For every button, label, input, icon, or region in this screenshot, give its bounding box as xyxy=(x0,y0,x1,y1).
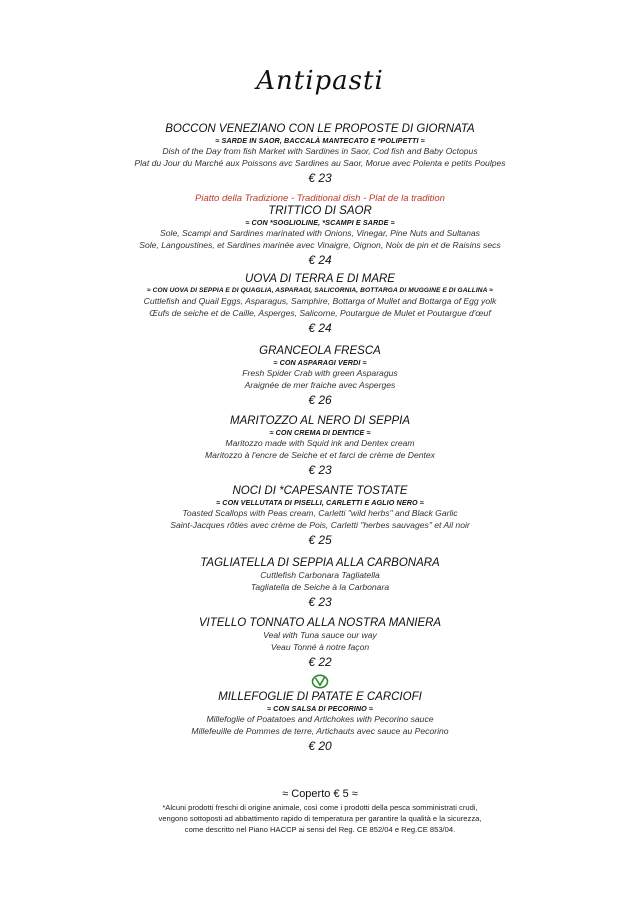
dish-description-fr: Maritozzo à l'encre de Seiche et et farci de crème de Dentex xyxy=(205,449,435,460)
haccp-note-line: vengono sottoposti ad abbattimento rapido di temperatura per garantire la qualità e la sicurezza, xyxy=(158,814,482,823)
dish-price: € 22 xyxy=(308,655,332,669)
dish-price: € 24 xyxy=(308,321,332,335)
dish-subtitle: ≈ CON *SOGLIOLINE, *SCAMPI E SARDE ≈ xyxy=(245,218,395,227)
dish-item xyxy=(20,414,620,479)
dish-subtitle: ≈ CON SALSA DI PECORINO ≈ xyxy=(267,704,373,713)
dish-subtitle: ≈ CON CREMA DI DENTICE ≈ xyxy=(269,428,371,437)
dish-price: € 24 xyxy=(308,253,332,267)
dish-name: TRITTICO DI SAOR xyxy=(268,205,372,217)
dish-description-en: Dish of the Day from fish Market with Sardines in Saor, Cod fish and Baby Octopus xyxy=(162,146,478,156)
dish-description-fr: Millefeuille de Pommes de terre, Artichauts avec sauce au Pecorino xyxy=(191,725,449,736)
dish-item xyxy=(20,556,620,611)
dish-description-en: Maritozzo made with Squid ink and Dentex cream xyxy=(225,438,415,448)
dish-description-en: Toasted Scallops with Peas cream, Carletti "wild herbs" and Black Garlic xyxy=(182,508,458,518)
dish-description-fr: Tagliatella de Seiche à la Carbonara xyxy=(250,581,390,592)
haccp-note-line: *Alcuni prodotti freschi di origine animale, così come i prodotti della pesca somministrati crudi, xyxy=(162,803,478,812)
dish-name: UOVA DI TERRA E DI MARE xyxy=(245,273,395,285)
dish-subtitle: ≈ CON VELLUTATA DI PISELLI, CARLETTI E AGLIO NERO ≈ xyxy=(216,498,424,507)
dish-name: TAGLIATELLA DI SEPPIA ALLA CARBONARA xyxy=(200,557,440,569)
dish-item xyxy=(20,272,620,337)
dish-subtitle: ≈ SARDE IN SAOR, BACCALÀ MANTECATO E *POLIPETTI ≈ xyxy=(215,136,425,145)
dish-item xyxy=(20,484,620,549)
dish-price: € 23 xyxy=(308,595,332,609)
dish-price: € 23 xyxy=(308,463,332,477)
dish-name: MILLEFOGLIE DI PATATE E CARCIOFI xyxy=(218,691,422,703)
dish-name: MARITOZZO AL NERO DI SEPPIA xyxy=(230,415,410,427)
dish-price: € 26 xyxy=(308,393,332,407)
dish-tag: Piatto della Tradizione - Traditional dish - Plat de la tradition xyxy=(195,193,445,204)
haccp-note-line: come descritto nel Piano HACCP ai sensi del Reg. CE 852/04 e Reg.CE 853/04. xyxy=(184,825,456,834)
dish-name: BOCCON VENEZIANO CON LE PROPOSTE DI GIORNATA xyxy=(165,123,475,135)
dish-name: NOCI DI *CAPESANTE TOSTATE xyxy=(232,485,408,497)
dish-description-en: Fresh Spider Crab with green Asparagus xyxy=(242,368,398,378)
dish-item xyxy=(20,674,620,755)
dish-description-en: Millefoglie of Poatatoes and Artichokes with Pecorino sauce xyxy=(206,714,434,724)
dish-description-fr: Œufs de seiche et de Caille, Asperges, Salicorne, Poutargue de Mulet et Poutargue d'œuf xyxy=(149,307,491,318)
dish-description-en: Cuttlefish Carbonara Tagliatella xyxy=(260,570,380,580)
dish-item xyxy=(20,122,620,187)
cover-charge: ≈ Coperto € 5 ≈ xyxy=(282,788,358,800)
dish-item xyxy=(20,193,620,269)
dish-description-en: Cuttlefish and Quail Eggs, Asparagus, Samphire, Bottarga of Mullet and Bottarga of Egg yolk xyxy=(143,296,497,306)
dish-description-fr: Saint-Jacques rôties avec crème de Pois, Carletti "herbes sauvages" et Ail noir xyxy=(170,519,470,530)
dish-description-fr: Araignée de mer fraiche avec Asperges xyxy=(244,379,396,390)
menu-footer xyxy=(20,787,620,835)
dish-description-fr: Plat du Jour du Marché aux Poissons avc Sardines au Saor, Morue avec Polenta e petits Poulpes xyxy=(134,157,506,168)
dish-subtitle: ≈ CON ASPARAGI VERDI ≈ xyxy=(273,358,367,367)
page-title: Antipasti xyxy=(256,66,384,96)
dish-description-en: Sole, Scampi and Sardines marinated with Onions, Vinegar, Pine Nuts and Sultanas xyxy=(160,228,480,238)
dish-name: GRANCEOLA FRESCA xyxy=(259,345,381,357)
dish-description-fr: Veau Tonné à notre façon xyxy=(270,641,370,652)
dish-subtitle: ≈ CON UOVA DI SEPPIA E DI QUAGLIA, ASPARAGI, SALICORNIA, BOTTARGA DI MUGGINE E DI GALLINA ≈ xyxy=(147,287,493,294)
dish-description-en: Veal with Tuna sauce our way xyxy=(263,630,377,640)
dish-price: € 25 xyxy=(308,533,332,547)
dish-name: VITELLO TONNATO ALLA NOSTRA MANIERA xyxy=(198,617,442,629)
vegetarian-v-icon xyxy=(311,674,329,689)
dish-description-fr: Sole, Langoustines, et Sardines marinée avec Vinaigre, Oignon, Noix de pin et de Raisins secs xyxy=(139,239,501,250)
dish-price: € 20 xyxy=(308,739,332,753)
dish-price: € 23 xyxy=(308,171,332,185)
dish-item xyxy=(20,344,620,409)
dish-item xyxy=(20,616,620,671)
